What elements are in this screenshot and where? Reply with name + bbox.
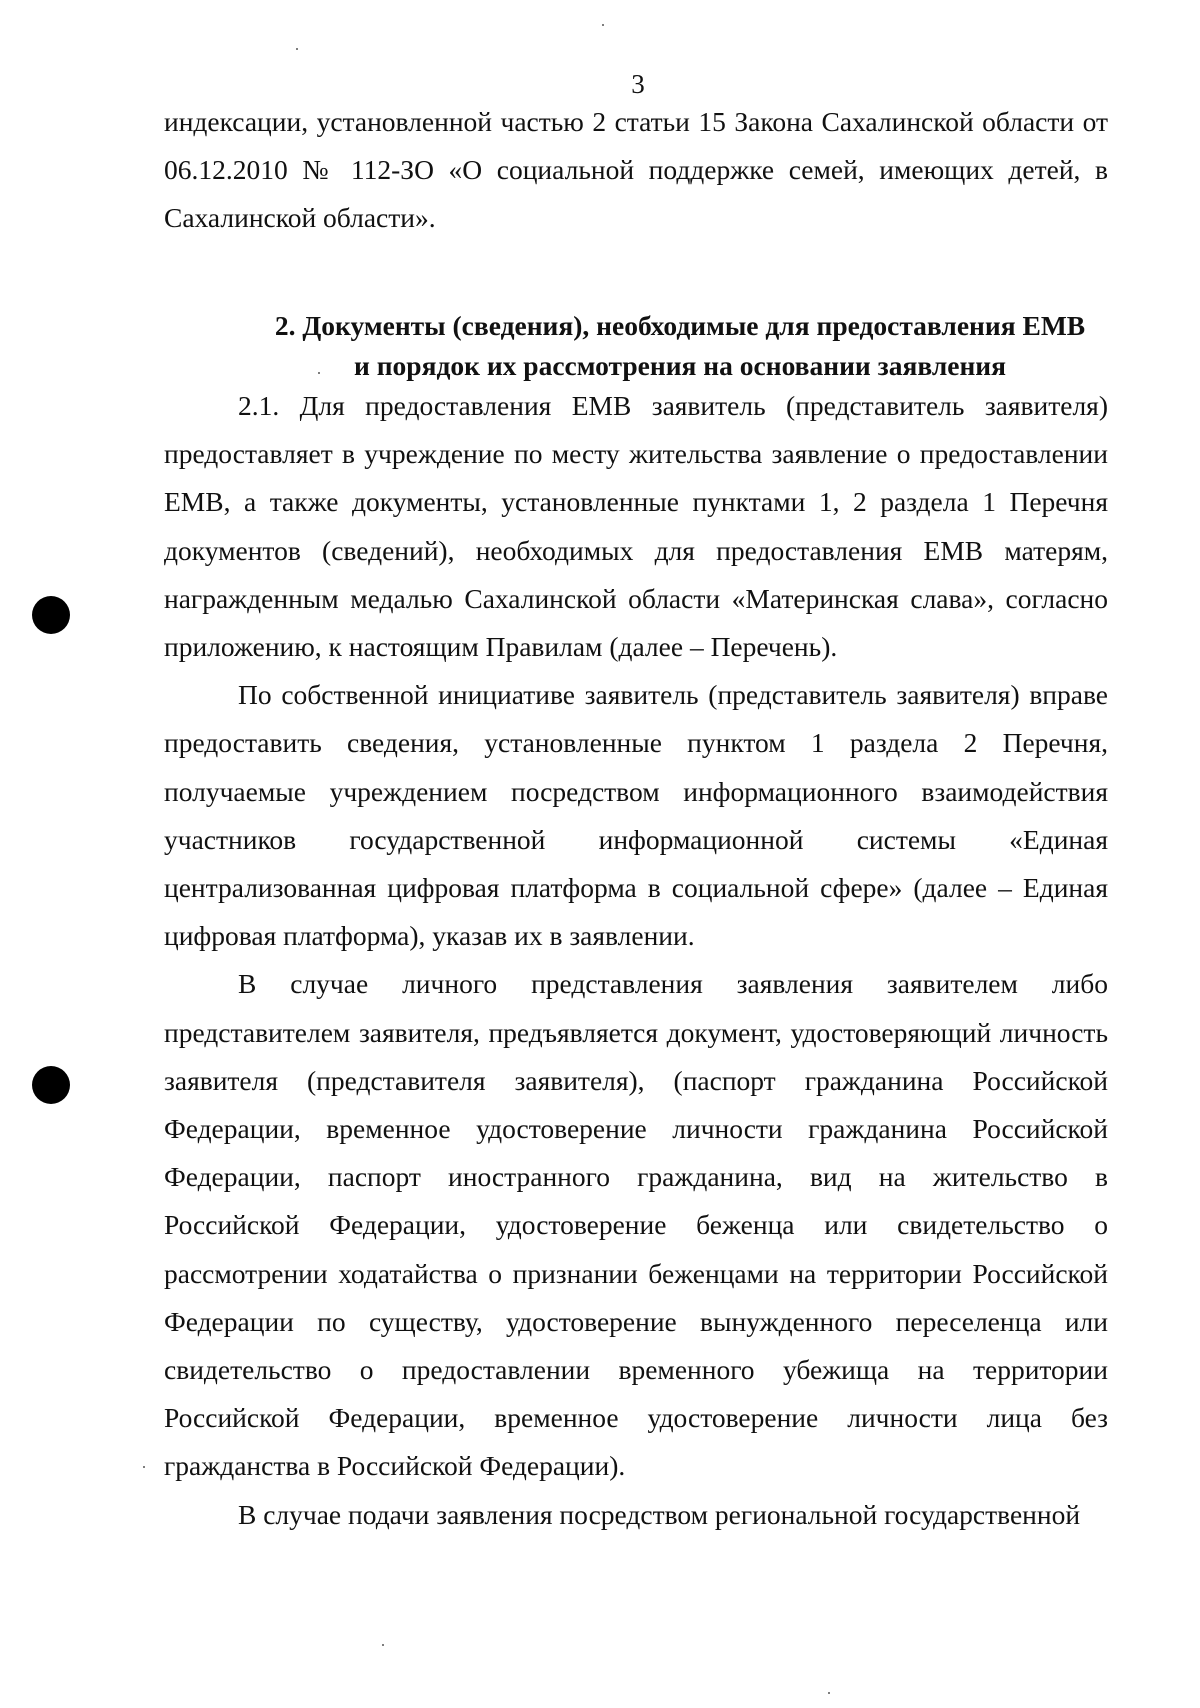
punch-hole-mark <box>32 1066 70 1104</box>
paragraph-personal-submission: В случае личного представления заявления заявителем либо представителем заявителя, предъявляется документ, удостоверяющий личность заявителя (представителя заявителя), (паспорт гражданина Российской Федерации, временное удостоверение личности гражданина Российской Федерации, паспорт иностранного гражданина, вид на жительство в Российской Федерации, удостоверение беженца или свидетельство о рассмотрении ходатайства о признании беженцами на территории Российской Федерации по существу, удостоверение вынужденного переселенца или свидетельство о предоставлении временного убежища на территории Российской Федерации, временное удостоверение личности лица без гражданства в Российской Федерации). <box>164 968 1108 1482</box>
scan-speck <box>602 24 604 26</box>
section-heading-line-1: 2. Документы (сведения), необходимые для предоставления ЕМВ <box>274 310 1086 341</box>
section-body <box>164 382 1108 1539</box>
scan-speck <box>143 1466 145 1468</box>
punch-hole-mark <box>32 596 70 634</box>
paragraph-regional-submission: В случае подачи заявления посредством региональной государственной <box>238 1498 1081 1530</box>
continuation-block <box>164 98 1108 243</box>
continuation-paragraph: индексации, установленной частью 2 статьи 15 Закона Сахалинской области от 06.12.2010 № 112-ЗО «О социальной поддержке семей, имеющих детей, в Сахалинской области». <box>164 106 1108 234</box>
paragraph-own-initiative: По собственной инициативе заявитель (представитель заявителя) вправе предоставить сведения, установленные пунктом 1 раздела 2 Перечня, получаемые учреждением посредством информационного взаимодействия участников государственной информационной системы «Единая централизованная цифровая платформа в социальной сфере» (далее – Единая цифровая платформа), указав их в заявлении. <box>164 679 1108 952</box>
scan-speck <box>296 48 298 50</box>
scan-speck <box>828 1692 830 1694</box>
paragraph-2-1: 2.1. Для предоставления ЕМВ заявитель (представитель заявителя) предоставляет в учреждение по месту жительства заявление о предоставлении ЕМВ, а также документы, установленные пунктами 1, 2 раздела 1 Перечня документов (сведений), необходимых для предоставления ЕМВ матерям, награжденным медалью Сахалинской области «Материнская слава», согласно приложению, к настоящим Правилам (далее – Перечень). <box>164 390 1108 663</box>
scan-speck <box>382 1644 384 1646</box>
scan-speck <box>318 372 320 374</box>
section-heading-line-2: и порядок их рассмотрения на основании заявления <box>353 350 1007 381</box>
page-number: 3 <box>631 69 645 99</box>
section-heading <box>164 306 1108 386</box>
